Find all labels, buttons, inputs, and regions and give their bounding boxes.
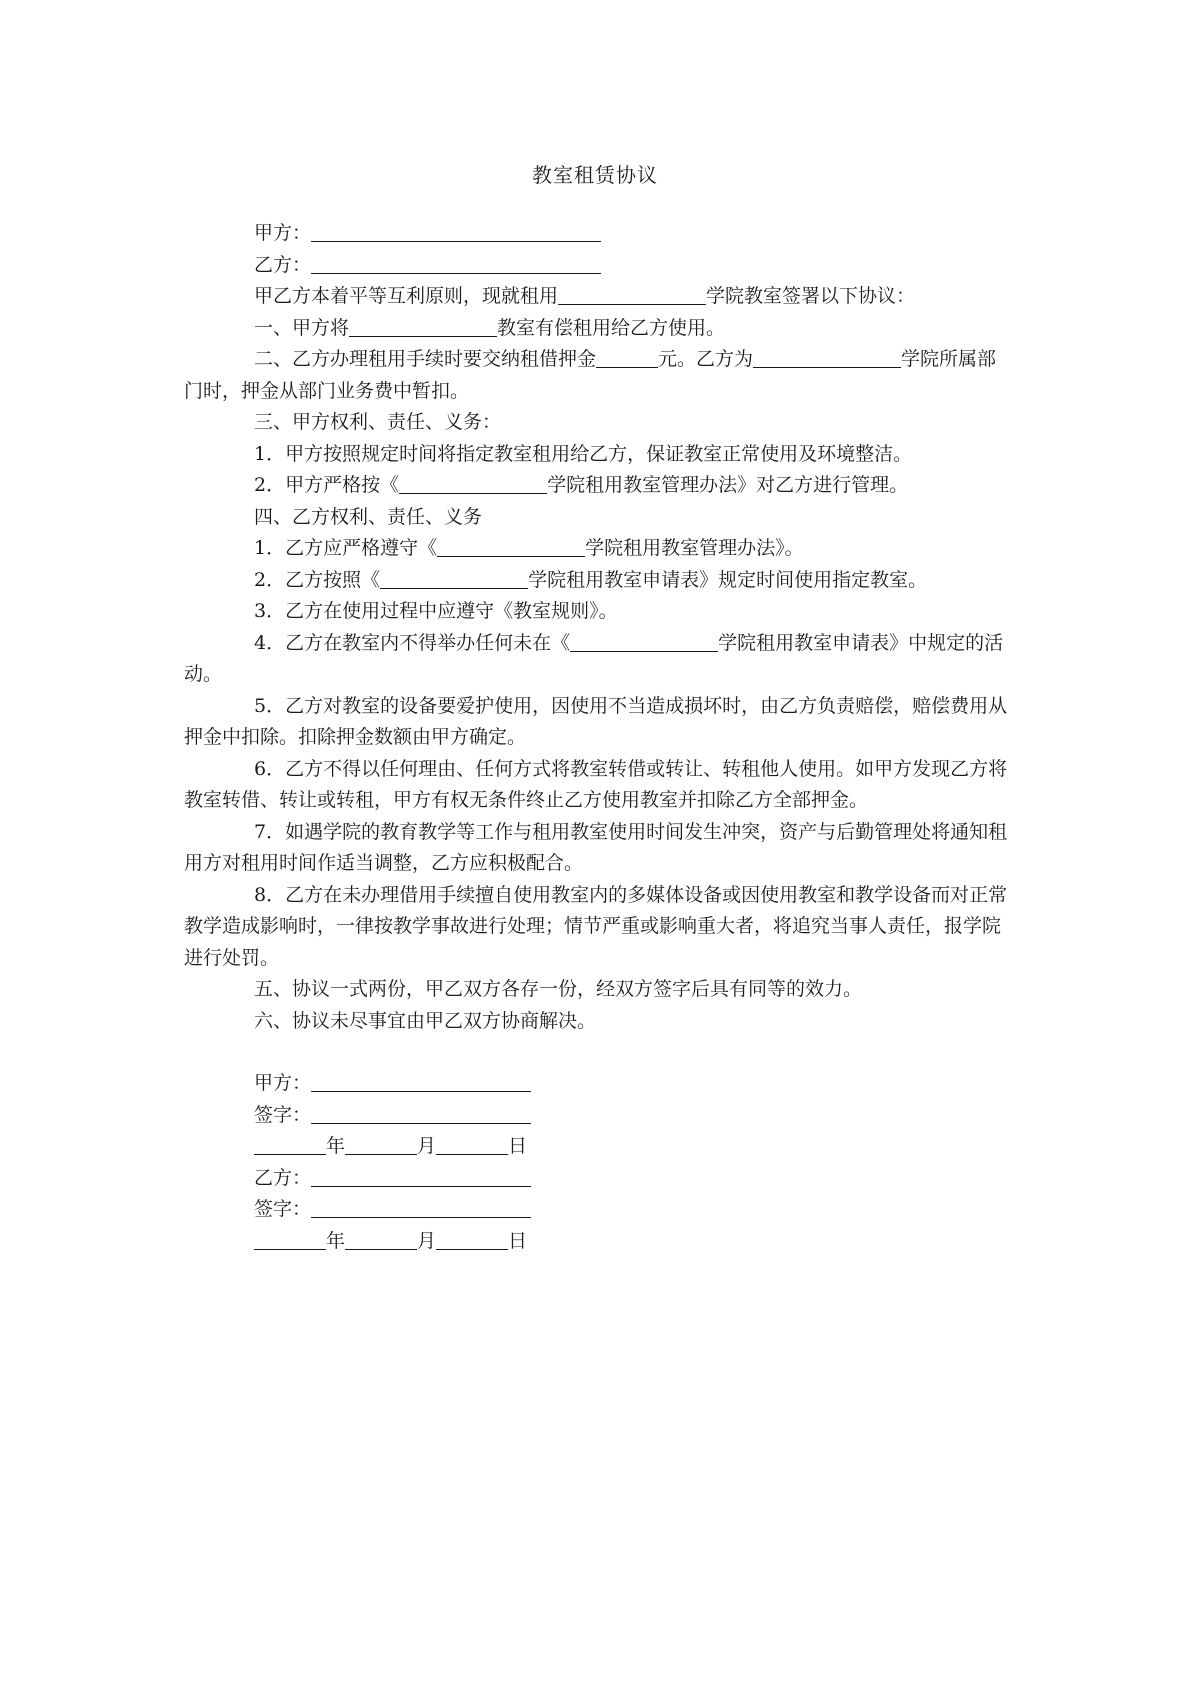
school-blank [380, 568, 528, 589]
sig-sign-label: 签字： [254, 1198, 312, 1220]
clause-3-heading: 三、甲方权利、责任、义务： [254, 411, 502, 433]
clause-5: 五、协议一式两份，甲乙双方各存一份，经双方签字后具有同等的效力。 [254, 978, 863, 1000]
clause-4-item-3: 3．乙方在使用过程中应遵守《教室规则》。 [254, 600, 618, 622]
sig-party-b-line [184, 1163, 1014, 1195]
clause-1-before: 一、甲方将 [254, 316, 350, 339]
clause-2-middle: 元。乙方为 [658, 348, 754, 370]
party-a-blank [311, 221, 601, 242]
intro-paragraph [184, 281, 1014, 313]
intro-text-after: 学院教室签署以下协议： [706, 285, 916, 307]
clause-4-heading: 四、乙方权利、责任、义务 [254, 505, 483, 528]
school-blank [558, 284, 706, 305]
signature-block [184, 1068, 1014, 1257]
clause-4-item-6: 6．乙方不得以任何理由、任何方式将教室转借或转让、转租他人使用。如甲方发现乙方将教室转借、转让或转租，甲方有权无条件终止乙方使用教室并扣除乙方全部押金。 [184, 757, 1008, 811]
date-month-label: 月 [417, 1135, 437, 1157]
clause-3-item-2 [184, 470, 1014, 502]
clause-3-item-2-before: 2．甲方严格按《 [254, 474, 400, 496]
clause-4-item-4 [184, 628, 1014, 691]
school-blank [570, 631, 718, 652]
clause-4-item-7: 7．如遇学院的教育教学等工作与租用教室使用时间发生冲突，资产与后勤管理处将通知租用方对租用时间作适当调整，乙方应积极配合。 [184, 820, 1008, 874]
party-b-label: 乙方： [254, 253, 312, 276]
date-day-label: 日 [508, 1229, 528, 1252]
clause-1-after: 教室有偿租用给乙方使用。 [497, 316, 726, 339]
sig-party-a-date-line [184, 1131, 1014, 1163]
classroom-blank [349, 316, 497, 337]
school-blank [437, 536, 585, 557]
clause-4-item-1-after: 学院租用教室管理办法》。 [585, 537, 804, 559]
date-day-blank [436, 1134, 508, 1155]
party-b-blank [311, 253, 601, 274]
date-month-blank [345, 1134, 417, 1155]
document-title: 教室租赁协议 [532, 163, 658, 187]
date-day-blank [436, 1229, 508, 1250]
date-month-blank [345, 1229, 417, 1250]
sig-party-b-sign-line [184, 1194, 1014, 1226]
deposit-blank [596, 347, 658, 368]
clause-2-before: 二、乙方办理租用手续时要交纳租借押金 [254, 348, 597, 370]
date-year-label: 年 [326, 1229, 346, 1252]
sig-party-a-line [184, 1068, 1014, 1100]
clause-6: 六、协议未尽事宜由甲乙双方协商解决。 [254, 1009, 597, 1032]
party-b-line [184, 250, 1014, 282]
clause-4-item-5: 5．乙方对教室的设备要爱护使用，因使用不当造成损坏时，由乙方负责赔偿，赔偿费用从押金中扣除。扣除押金数额由甲方确定。 [184, 694, 1008, 748]
clause-1 [184, 313, 1014, 345]
sig-party-b-blank [311, 1166, 531, 1187]
sig-sign-blank [311, 1197, 531, 1218]
clause-4-item-2 [184, 565, 1014, 597]
clause-2 [184, 344, 1014, 407]
intro-text-before: 甲乙方本着平等互利原则，现就租用 [254, 285, 559, 307]
sig-sign-label: 签字： [254, 1103, 312, 1126]
clause-4-item-8: 8．乙方在未办理借用手续擅自使用教室内的多媒体设备或因使用教室和教学设备而对正常教学造成影响时，一律按教学事故进行处理；情节严重或影响重大者，将追究当事人责任，报学院进行处罚。 [184, 883, 1008, 969]
clause-3-item-2-after: 学院租用教室管理办法》对乙方进行管理。 [547, 474, 909, 496]
clause-4-item-1 [184, 533, 1014, 565]
sig-party-a-sign-line [184, 1100, 1014, 1132]
clause-4-item-2-before: 2．乙方按照《 [254, 568, 381, 591]
party-a-line [184, 218, 1014, 250]
date-day-label: 日 [508, 1135, 528, 1157]
clause-4-item-4-after: 学院租用教室申请表》中规定的活动。 [184, 631, 1004, 685]
document-body [184, 218, 1014, 1257]
school-blank [753, 347, 901, 368]
clause-4-item-4-before: 4．乙方在教室内不得举办任何未在《 [254, 631, 571, 654]
school-blank [399, 473, 547, 494]
party-a-label: 甲方： [254, 222, 312, 244]
date-year-blank [254, 1134, 326, 1155]
date-year-blank [254, 1229, 326, 1250]
clause-4-item-2-after: 学院租用教室申请表》规定时间使用指定教室。 [528, 568, 928, 591]
clause-2-after: 学院所属部门时，押金从部门业务费中暂扣。 [184, 348, 997, 402]
date-month-label: 月 [417, 1229, 437, 1252]
sig-party-a-label: 甲方： [254, 1072, 312, 1094]
clause-4-item-1-before: 1．乙方应严格遵守《 [254, 537, 438, 559]
clause-3-item-1: 1．甲方按照规定时间将指定教室租用给乙方，保证教室正常使用及环境整洁。 [254, 442, 913, 465]
sig-party-b-label: 乙方： [254, 1166, 312, 1189]
sig-sign-blank [311, 1103, 531, 1124]
date-year-label: 年 [326, 1135, 346, 1157]
sig-party-a-blank [311, 1071, 531, 1092]
sig-party-b-date-line [184, 1226, 1014, 1258]
